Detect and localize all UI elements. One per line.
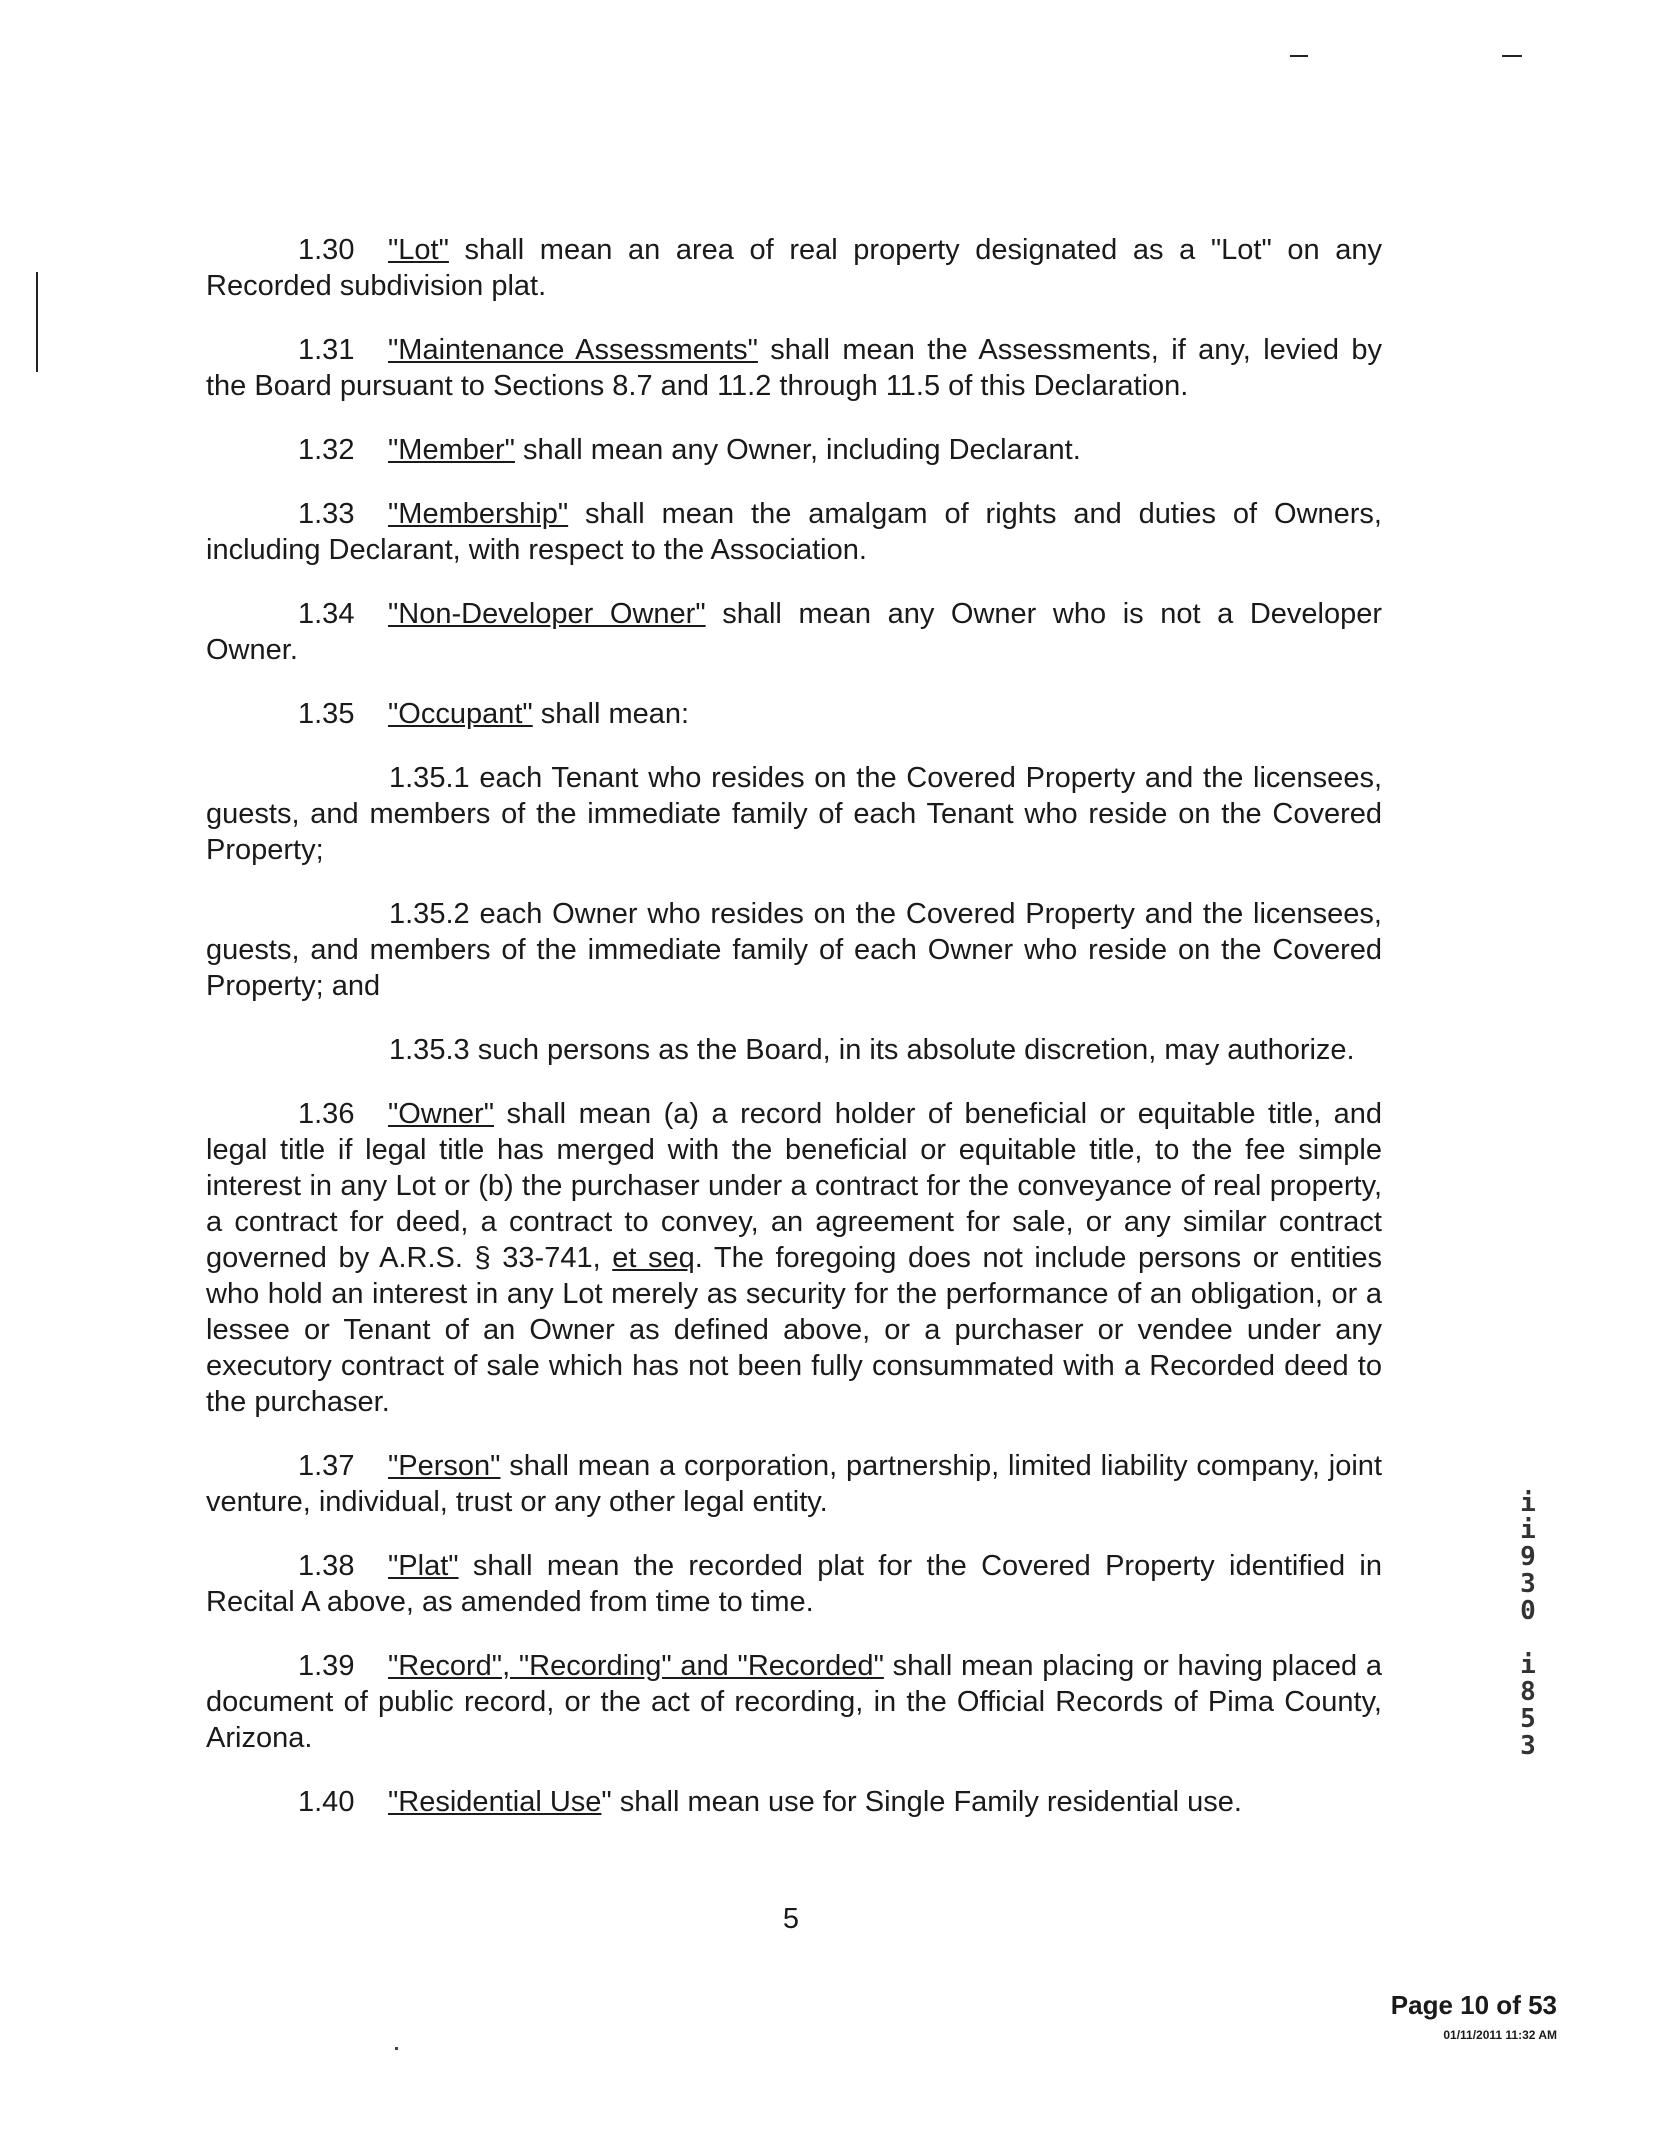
defined-term: "Membership" xyxy=(388,498,569,530)
section-number: 1.36 xyxy=(298,1098,355,1130)
defined-term: "Residential Use xyxy=(388,1786,602,1818)
stamp-digit: i xyxy=(1520,1488,1536,1518)
section-number: 1.39 xyxy=(298,1650,355,1682)
defined-term: "Occupant" xyxy=(388,698,533,730)
scan-mark xyxy=(1290,55,1308,57)
section-number: 1.37 xyxy=(298,1450,355,1482)
definition-text: each Tenant who resides on the Covered Property and the licensees, guests, and members of the immediate family of each Tenant who reside on the Covered Property; xyxy=(206,762,1382,866)
subdefinition-1-35-1 xyxy=(206,760,1382,868)
definition-text: shall mean placing or having placed a document of public record, or the act of recording, in the Official Records of Pima County, Arizona. xyxy=(206,1650,1383,1754)
defined-term: "Member" xyxy=(388,434,515,466)
defined-term: "Record", "Recording" and "Recorded" xyxy=(388,1650,884,1682)
definition-text: shall mean the recorded plat for the Covered Property identified in Recital A above, as amended from time to time. xyxy=(206,1550,1382,1618)
definition-1-34 xyxy=(206,596,1382,668)
definition-1-37 xyxy=(206,1448,1382,1520)
section-number: 1.34 xyxy=(298,598,355,630)
scan-mark xyxy=(1502,55,1522,57)
defined-term: "Plat" xyxy=(388,1550,459,1582)
section-number: 1.32 xyxy=(298,434,355,466)
stamp-digit: 9 xyxy=(1520,1542,1536,1572)
defined-term: "Person" xyxy=(388,1450,501,1482)
definition-text: shall mean any Owner, including Declarant. xyxy=(514,434,1081,466)
defined-term: "Lot" xyxy=(388,234,449,266)
page-number: 5 xyxy=(782,1903,800,1935)
footer-timestamp: 01/11/2011 11:32 AM xyxy=(1443,2028,1557,2042)
definition-text: " shall mean use for Single Family residential use. xyxy=(601,1786,1242,1818)
stamp-digit: i xyxy=(1520,1650,1536,1680)
stamp-digit: 3 xyxy=(1520,1569,1536,1599)
stamp-digit: 0 xyxy=(1520,1596,1536,1626)
definition-text: shall mean an area of real property designated as a "Lot" on any Recorded subdivision plat. xyxy=(206,234,1382,302)
definition-1-36 xyxy=(206,1096,1382,1420)
definition-1-35 xyxy=(206,696,1382,732)
definition-1-33 xyxy=(206,496,1382,568)
definition-text: shall mean any Owner who is not a Developer Owner. xyxy=(206,598,1383,666)
section-number: 1.35.2 xyxy=(389,898,470,930)
section-number: 1.35.3 xyxy=(389,1034,470,1066)
stamp-digit: 5 xyxy=(1520,1704,1536,1734)
definition-text: shall mean (a) a record holder of beneficial or equitable title, and legal title if legal title has merged with the beneficial or equitable title, to the fee simple interest in any Lot or (b) the purchaser under a contract for the conveyance of real property, a contract for deed, a contract to convey, an agreement for sale, or any similar contract governed by A.R.S. § 33-741, xyxy=(206,1098,1382,1274)
definition-1-32 xyxy=(206,432,1382,468)
footer-page-count: Page 10 of 53 xyxy=(1390,1990,1557,2020)
definition-text: shall mean the amalgam of rights and duties of Owners, including Declarant, with respect to the Association. xyxy=(206,498,1382,566)
definition-text: each Owner who resides on the Covered Property and the licensees, guests, and members of the immediate family of each Owner who reside on the Covered Property; and xyxy=(206,898,1382,1002)
definition-text: such persons as the Board, in its absolute discretion, may authorize. xyxy=(469,1034,1355,1066)
recording-number-stamp xyxy=(1515,1490,1541,1760)
definition-1-40 xyxy=(206,1784,1382,1820)
section-number: 1.40 xyxy=(298,1786,355,1818)
definition-1-39 xyxy=(206,1648,1382,1756)
section-number: 1.30 xyxy=(298,234,355,266)
defined-term: "Non-Developer Owner" xyxy=(388,598,706,630)
scan-speck xyxy=(395,2047,398,2050)
stamp-digit: 8 xyxy=(1520,1677,1536,1707)
defined-term: "Maintenance Assessments" xyxy=(388,334,758,366)
subdefinition-1-35-2 xyxy=(206,896,1382,1004)
et-seq: et seq xyxy=(612,1242,695,1274)
section-number: 1.35.1 xyxy=(389,762,470,794)
revision-bar xyxy=(36,272,38,372)
subdefinition-1-35-3 xyxy=(206,1032,1382,1068)
defined-term: "Owner" xyxy=(388,1098,495,1130)
definition-1-38 xyxy=(206,1548,1382,1620)
section-number: 1.31 xyxy=(298,334,355,366)
definition-text: shall mean the Assessments, if any, levied by the Board pursuant to Sections 8.7 and 11.2 through 11.5 of this Declaration. xyxy=(206,334,1383,402)
stamp-digit: i xyxy=(1520,1515,1536,1545)
section-number: 1.38 xyxy=(298,1550,355,1582)
section-number: 1.33 xyxy=(298,498,355,530)
definition-1-30 xyxy=(206,232,1382,304)
definition-text: shall mean a corporation, partnership, limited liability company, joint venture, individual, trust or any other legal entity. xyxy=(206,1450,1382,1518)
section-number: 1.35 xyxy=(298,698,355,730)
body-text xyxy=(206,232,1382,1848)
definition-1-31 xyxy=(206,332,1382,404)
stamp-digit: 3 xyxy=(1520,1731,1536,1761)
definition-text: . The foregoing does not include persons or entities who hold an interest in any Lot merely as security for the performance of an obligation, or a lessee or Tenant of an Owner as defined above, or a purchaser or vendee under any executory contract of sale which has not been fully consummated with a Recorded deed to the purchaser. xyxy=(206,1242,1382,1418)
definition-text: shall mean: xyxy=(532,698,690,730)
stamp-gap xyxy=(1515,1625,1541,1652)
